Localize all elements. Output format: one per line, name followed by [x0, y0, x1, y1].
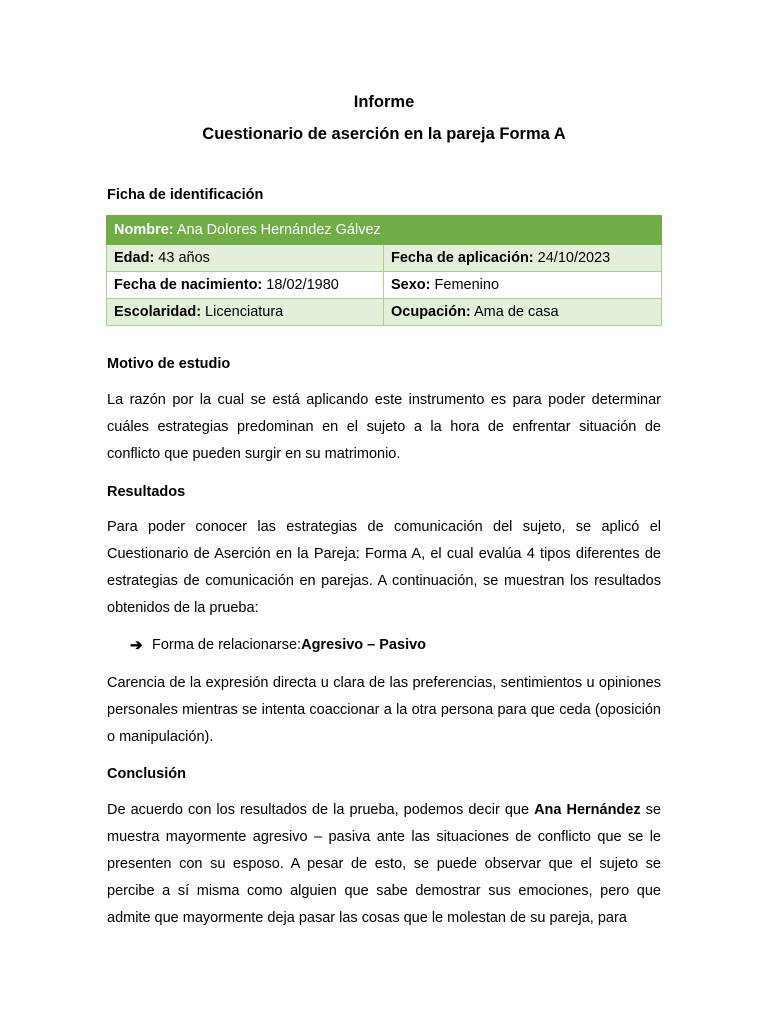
escolaridad-label: Escolaridad:	[114, 304, 202, 320]
nombre-label: Nombre:	[114, 222, 174, 238]
conclusion-name: Ana Hernández	[534, 802, 641, 818]
edad-label: Edad:	[114, 250, 155, 266]
edad-cell	[107, 245, 384, 272]
fecha-aplicacion-label: Fecha de aplicación:	[391, 250, 534, 266]
conclusion-text-after: se muestra mayormente agresivo – pasiva ante las situaciones de conflicto que se le presenten con su esposo. A pesar de esto, se puede observar que el sujeto se percibe a sí misma como alguien que sabe demostrar sus emociones, pero que admite que mayormente deja pasar las cosas que le molestan de su pareja, para	[107, 802, 661, 926]
table-row	[107, 272, 662, 299]
fecha-aplicacion-cell	[384, 245, 662, 272]
fecha-nacimiento-label: Fecha de nacimiento:	[114, 277, 263, 293]
bullet-value: Agresivo – Pasivo	[301, 637, 427, 653]
table-row	[107, 245, 662, 272]
nombre-cell	[107, 216, 662, 245]
ocupacion-cell	[384, 299, 662, 326]
sexo-value: Femenino	[430, 277, 500, 293]
bullet-label: Forma de relacionarse:	[152, 637, 302, 653]
fecha-aplicacion-value: 24/10/2023	[533, 250, 611, 266]
document-subtitle: Cuestionario de aserción en la pareja Forma A	[202, 125, 566, 143]
result-bullet-item	[130, 636, 426, 654]
sexo-cell	[384, 272, 662, 299]
motivo-heading: Motivo de estudio	[107, 356, 231, 372]
identification-table	[106, 215, 662, 326]
conclusion-text-before: De acuerdo con los resultados de la prueba, podemos decir que	[107, 802, 535, 818]
conclusion-heading: Conclusión	[107, 766, 186, 782]
edad-value: 43 años	[154, 250, 210, 266]
resultados-heading: Resultados	[107, 484, 186, 500]
ocupacion-label: Ocupación:	[391, 304, 471, 320]
resultados-paragraph: Para poder conocer las estrategias de comunicación del sujeto, se aplicó el Cuestionario de Aserción en la Pareja: Forma A, el cual evalúa 4 tipos diferentes de estrategias de comunicación en parejas. A continuación, se muestran los resultados obtenidos de la prueba:	[107, 519, 661, 616]
fecha-nacimiento-value: 18/02/1980	[262, 277, 339, 293]
conclusion-paragraph	[107, 797, 661, 932]
table-row	[107, 216, 662, 245]
sexo-label: Sexo:	[391, 277, 431, 293]
fecha-nacimiento-cell	[107, 272, 384, 299]
nombre-value: Ana Dolores Hernández Gálvez	[173, 222, 381, 238]
document-title: Informe	[353, 93, 415, 111]
resultados-description: Carencia de la expresión directa u clara de las preferencias, sentimientos u opiniones personales mientras se intenta coaccionar a la otra persona para que ceda (oposición o manipulación).	[107, 675, 661, 745]
ficha-heading: Ficha de identificación	[107, 187, 264, 203]
ocupacion-value: Ama de casa	[470, 304, 559, 320]
escolaridad-cell	[107, 299, 384, 326]
motivo-paragraph: La razón por la cual se está aplicando este instrumento es para poder determinar cuáles estrategias predominan en el sujeto a la hora de enfrentar situación de conflicto que pueden surgir en su matrimonio.	[107, 392, 661, 462]
table-row	[107, 299, 662, 326]
arrow-right-icon: ➔	[130, 637, 143, 654]
escolaridad-value: Licenciatura	[201, 304, 284, 320]
